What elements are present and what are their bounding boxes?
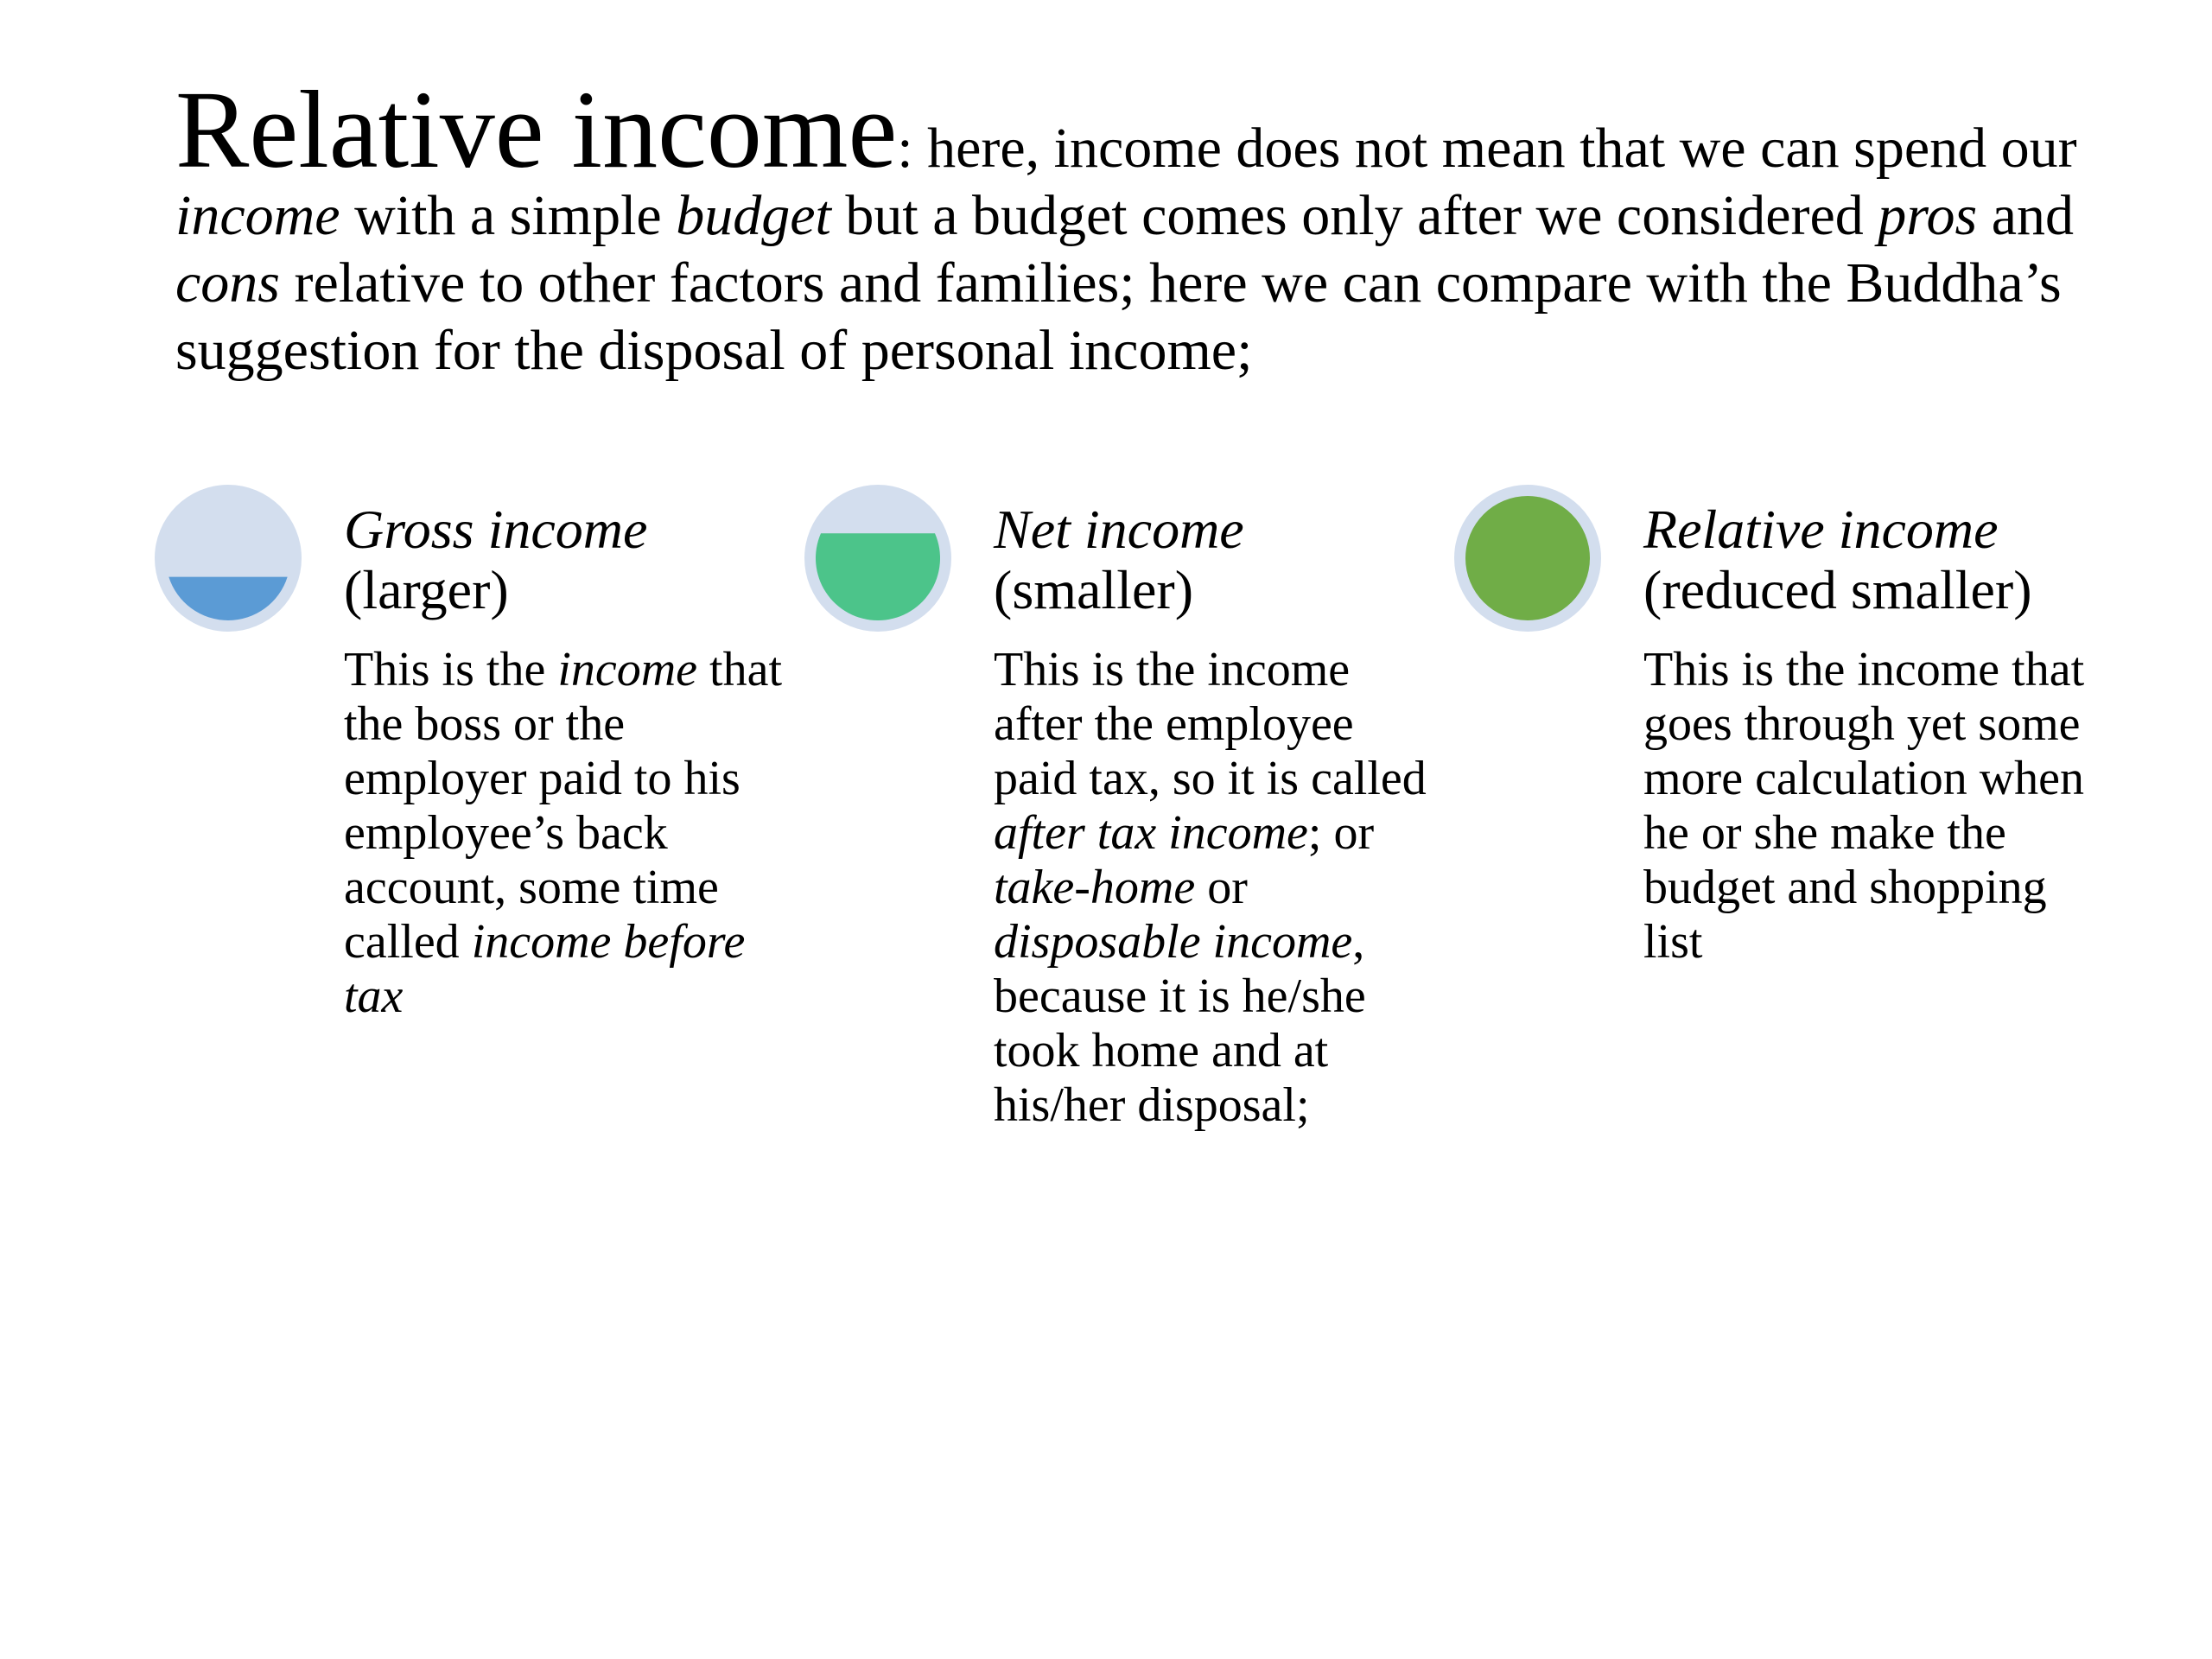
gross-desc-2: that the boss or the employer paid to his employee’s back account, some time called — [344, 643, 783, 969]
relative-income-description — [1643, 643, 2093, 969]
net-desc-2: ; or — [1307, 806, 1375, 860]
intro-emph-income: income — [175, 184, 340, 247]
intro-emph-pros: pros — [1878, 184, 1978, 247]
net-income-text — [994, 499, 1443, 1133]
gross-income-gauge-svg — [154, 484, 302, 632]
net-income-gauge-icon — [804, 484, 952, 632]
intro-text-2: with a simple — [340, 184, 677, 247]
intro-text-1: : here, income does not mean that we can spend our — [897, 117, 2077, 180]
intro-emph-cons: cons — [175, 251, 280, 315]
gross-income-subtitle: (larger) — [344, 559, 509, 620]
net-income-column — [804, 484, 1443, 1262]
net-desc-emph-after-tax: after tax income — [994, 806, 1308, 860]
gross-desc-emph-before-tax: income before tax — [344, 915, 746, 1023]
intro-text-5: relative to other factors and families; here we can compare with the Buddha’s suggestion for the disposal of personal income; — [175, 251, 2062, 382]
gross-income-text — [344, 499, 793, 1024]
relative-desc-1: This is the income that goes through yet some more calculation when he or she make the budget and shopping list — [1643, 643, 2085, 969]
net-income-gauge-svg — [804, 484, 952, 632]
relative-income-gauge-icon — [1453, 484, 1602, 632]
relative-income-heading — [1643, 499, 2093, 620]
slide-title: Relative income — [175, 68, 898, 191]
relative-income-column — [1453, 484, 2093, 1262]
gross-income-title: Gross income — [344, 499, 648, 560]
intro-text-4: and — [1977, 184, 2075, 247]
intro-paragraph — [175, 68, 2111, 385]
net-desc-4: , because it is he/she took home and at his/her disposal; — [994, 915, 1366, 1132]
net-desc-emph-take-home: take-home — [994, 861, 1196, 914]
intro-text-3: but a budget comes only after we considered — [830, 184, 1878, 247]
relative-income-subtitle: (reduced smaller) — [1643, 559, 2032, 620]
net-income-heading — [994, 499, 1443, 620]
net-income-subtitle: (smaller) — [994, 559, 1193, 620]
gross-income-column — [154, 484, 793, 1262]
gross-desc-1: This is the — [344, 643, 558, 696]
net-desc-1: This is the income after the employee paid tax, so it is called — [994, 643, 1427, 805]
net-income-title: Net income — [994, 499, 1244, 560]
net-income-description — [994, 643, 1443, 1133]
net-desc-emph-disposable: disposable income — [994, 915, 1353, 969]
gross-income-gauge-icon — [154, 484, 302, 632]
relative-income-text — [1643, 499, 2093, 969]
gauge-fill — [1465, 496, 1590, 620]
gross-income-description — [344, 643, 793, 1024]
net-desc-3: or — [1195, 861, 1248, 914]
relative-income-title: Relative income — [1643, 499, 1999, 560]
gross-income-heading — [344, 499, 793, 620]
intro-emph-budget: budget — [676, 184, 831, 247]
gross-desc-emph-income: income — [557, 643, 698, 696]
relative-income-gauge-svg — [1453, 484, 1602, 632]
